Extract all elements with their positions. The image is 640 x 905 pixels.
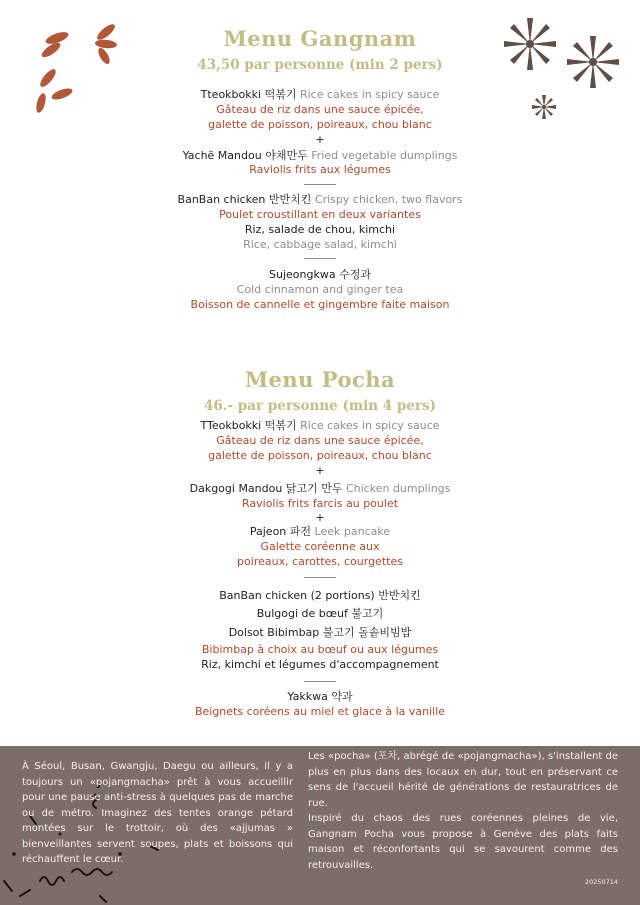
- separator: [304, 681, 336, 682]
- menu-item: [0, 689, 640, 704]
- plus-sign: +: [315, 133, 325, 146]
- print-code: 20250714: [584, 878, 618, 886]
- menu-item: [0, 606, 640, 621]
- dish-korean: 약과: [331, 690, 353, 703]
- dish-french: Gâteau de riz dans une sauce épicée,: [216, 434, 424, 447]
- dish-name: TTeokbokki: [200, 419, 262, 432]
- dish-korean: 불고기: [351, 607, 384, 620]
- menu-item: [0, 87, 640, 102]
- menu-item: [0, 148, 640, 163]
- dish-english: Chicken dumplings: [345, 482, 451, 495]
- dish-english: Rice cakes in spicy sauce: [299, 88, 440, 101]
- dish-french: Raviolis frits farcis au poulet: [241, 497, 399, 510]
- separator: [304, 184, 336, 185]
- dish-english: Fried vegetable dumplings: [311, 149, 458, 162]
- dish-name: BanBan chicken: [177, 193, 266, 206]
- dish-french: Poulet croustillant en deux variantes: [219, 208, 421, 221]
- dish-korean: 반반치킨: [268, 193, 312, 206]
- menu-item: [0, 267, 640, 282]
- dish-name: Yakkwa: [287, 690, 328, 703]
- dish-korean: 야채만두: [265, 149, 308, 162]
- dish-korean: 불고기 돌솥비빔밥: [322, 626, 412, 639]
- dish-english: Rice cakes in spicy sauce: [300, 419, 440, 432]
- dish-english: Crispy chicken, two flavors: [314, 193, 463, 206]
- dish-english: Leek pancake: [314, 525, 391, 538]
- dish-name: Sujeongkwa: [269, 268, 336, 281]
- dish-name: Pajeon: [249, 525, 287, 538]
- menu-pocha-title: Menu Pocha: [244, 367, 396, 392]
- dish-french: Bibimbap à choix au bœuf ou aux légumes: [201, 643, 439, 656]
- menu-item: [0, 625, 640, 640]
- dish-french: Gâteau de riz dans une sauce épicée,: [216, 103, 424, 116]
- dish-french: Raviolis frits aux légumes: [249, 163, 391, 176]
- menu-item: [0, 524, 640, 539]
- menu-item: [0, 481, 640, 496]
- dish-korean: 반반치킨: [378, 589, 421, 602]
- dish-english: Rice, cabbage salad, kimchi: [243, 238, 397, 251]
- menu-pocha-price: 46.- par personne (min 4 pers): [204, 398, 436, 414]
- dish-french: Boisson de cannelle et gingembre faite maison: [190, 298, 450, 311]
- footer-right-paragraph-2: Inspiré du chaos des rues coréennes pleines de vie, Gangnam Pocha vous propose à Genève des plats faits maison et réconfortants qui se savourent comme des retrouvailles.: [308, 813, 618, 871]
- footer-left-paragraph: À Séoul, Busan, Gwangju, Daegu ou ailleurs, il y a toujours un «pojangmacha» prêt à vous accueillir pour une pause anti-stress à quelques pas de marche ou de métro. Imaginez des tentes orange pétard montées sur le trottoir, où des «ajjumas » bienveillantes servent soupes, plats et boissons qui réchauffent le cœur.: [22, 761, 293, 865]
- dish-name: Bulgogi de bœuf: [256, 607, 348, 620]
- dish-korean: 떡볶기: [264, 419, 297, 432]
- plus-sign: +: [315, 464, 325, 477]
- footer-pocha-text: [308, 749, 618, 873]
- footer: [0, 746, 640, 905]
- dish-korean: 수정과: [339, 268, 371, 281]
- dish-french: galette de poisson, poireaux, chou blanc: [208, 118, 432, 131]
- dish-name: Dakgogi Mandou: [189, 482, 283, 495]
- dish-korean: 닭고기 만두: [285, 482, 343, 495]
- menu-item: [0, 588, 640, 603]
- dish-name: BanBan chicken (2 portions): [219, 589, 375, 602]
- footer-intro-text: [22, 759, 293, 868]
- menu-gangnam-title: Menu Gangnam: [223, 26, 417, 51]
- dish-korean: 떡볶기: [264, 88, 297, 101]
- footer-right-paragraph-1: Les «pocha» (포차, abrégé de «pojangmacha»), s'installent de plus en plus dans des locaux en dur, tout en préservant ce sens de l'accueil hérité de générations de restauratrices de rue.: [308, 751, 618, 809]
- dish-french: Beignets coréens au miel et glace à la vanille: [194, 705, 446, 718]
- menu-gangnam-price: 43,50 par personne (min 2 pers): [197, 57, 443, 73]
- separator: [304, 577, 336, 578]
- dish-english: Cold cinnamon and ginger tea: [236, 283, 404, 296]
- menu-item: [0, 192, 640, 207]
- menu-item: [0, 418, 640, 433]
- dish-name: Tteokbokki: [200, 88, 262, 101]
- dish-french: galette de poisson, poireaux, chou blanc: [208, 449, 432, 462]
- dish-name: Yachë Mandou: [182, 149, 262, 162]
- plus-sign: +: [315, 511, 325, 524]
- dish-french: Galette coréenne aux: [260, 540, 380, 553]
- dish-name: Dolsot Bibimbap: [228, 626, 320, 639]
- separator: [304, 258, 336, 259]
- dish-name: Riz, kimchi et légumes d'accompagnement: [201, 658, 439, 671]
- dish-french: poireaux, carottes, courgettes: [237, 555, 403, 568]
- dish-korean: 파전: [289, 525, 312, 538]
- dish-name: Riz, salade de chou, kimchi: [244, 223, 396, 236]
